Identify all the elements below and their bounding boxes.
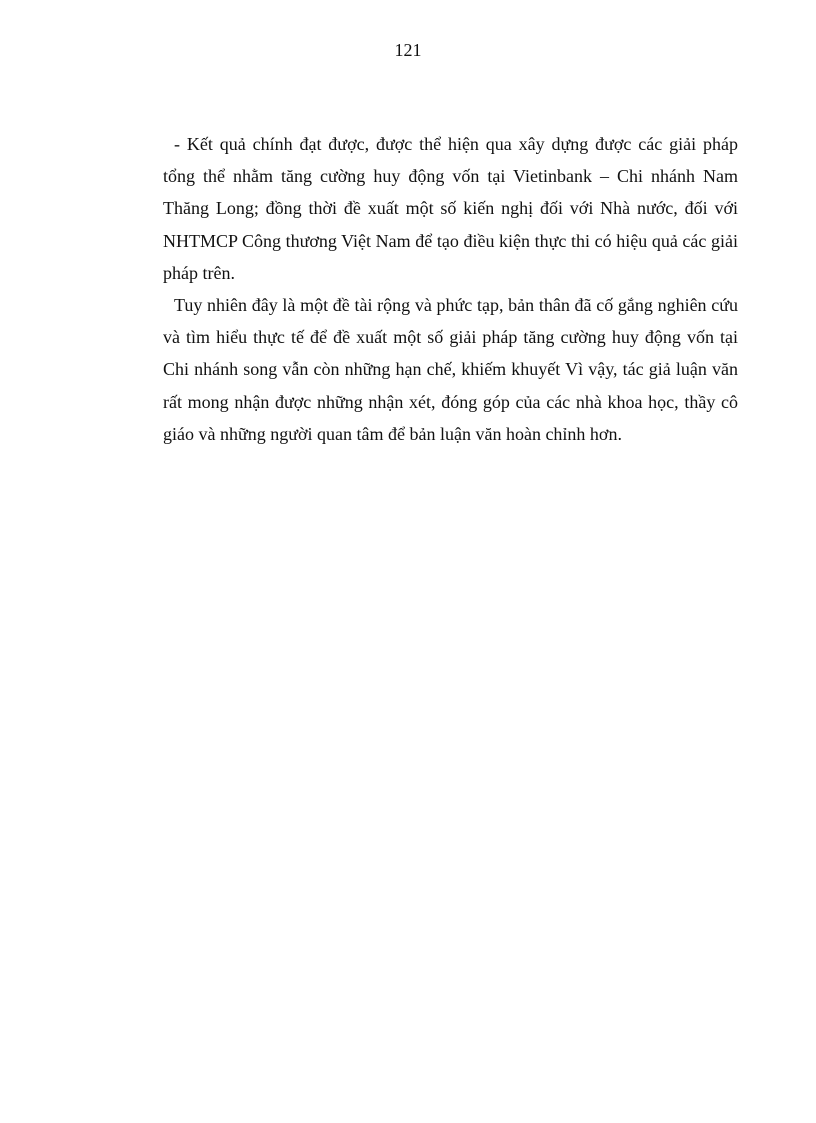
page-number: 121 <box>394 40 422 60</box>
paragraph-limitations: Tuy nhiên đây là một đề tài rộng và phức tạp, bản thân đã cố gắng nghiên cứu và tìm hiểu thực tế để đề xuất một số giải pháp tăng cường huy động vốn tại Chi nhánh song vẫn còn những hạn chế, khiếm khuyết Vì vậy, tác giả luận văn rất mong nhận được những nhận xét, đóng góp của các nhà khoa học, thầy cô giáo và những người quan tâm để bản luận văn hoàn chỉnh hơn. <box>163 295 738 444</box>
paragraph-results: - Kết quả chính đạt được, được thể hiện qua xây dựng được các giải pháp tổng thể nhằm tăng cường huy động vốn tại Vietinbank – Chi nhánh Nam Thăng Long; đồng thời đề xuất một số kiến nghị đối với Nhà nước, đối với NHTMCP Công thương Việt Nam để tạo điều kiện thực thi có hiệu quả các giải pháp trên. <box>163 134 738 283</box>
body-text <box>163 128 738 450</box>
